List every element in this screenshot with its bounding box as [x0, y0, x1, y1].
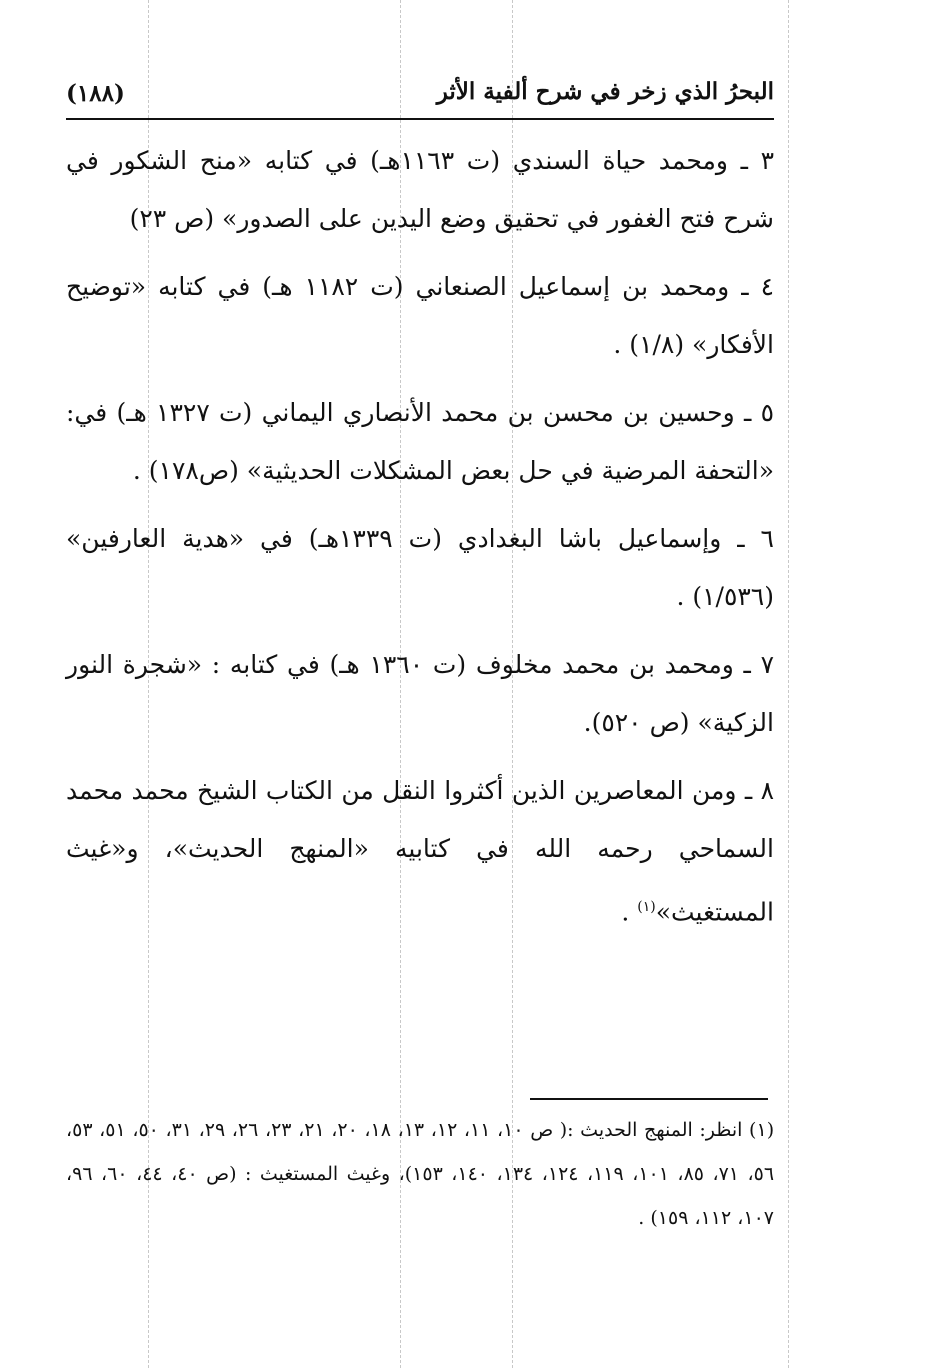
item-number: ٧ — [760, 650, 774, 679]
item-text: ـ ومحمد بن محمد مخلوف (ت ١٣٦٠ هـ) في كتابه : «شجرة النور الزكية» (ص ٥٢٠). — [66, 650, 774, 737]
scan-guide-line — [788, 0, 789, 1368]
footnote-text: (١) انظر: المنهج الحديث :( ص ١٠، ١١، ١٢، ١٣، ١٨، ٢٠، ٢١، ٢٣، ٢٦، ٢٩، ٣١، ٥٠، ٥١، ٥٣، ٥٦، ٧١، ٨٥، ١٠١، ١١٩، ١٢٤، ١٣٤، ١٤٠، ١٥٣)، وغيث المستغيث : (ص ٤٠، ٤٤، ٦٠، ٩٦، ١٠٧، ١١٢، ١٥٩) . — [66, 1119, 775, 1229]
main-text — [66, 132, 774, 951]
list-item — [66, 762, 774, 941]
item-number: ٥ — [760, 398, 774, 427]
footnote — [66, 1108, 774, 1240]
item-number: ٤ — [760, 272, 775, 301]
item-text: ـ وإسماعيل باشا البغدادي (ت ١٣٣٩هـ) في «هدية العارفين» (١/٥٣٦) . — [66, 524, 774, 611]
item-tail: . — [621, 897, 638, 927]
list-item — [66, 636, 774, 752]
list-item — [66, 510, 774, 626]
item-text: ـ ومحمد بن إسماعيل الصنعاني (ت ١١٨٢ هـ) في كتابه «توضيح الأفكار» (١/٨) . — [66, 272, 774, 359]
item-text: ـ ومن المعاصرين الذين أكثروا النقل من الكتاب الشيخ محمد محمد السماحي رحمه الله في كتابيه «المنهج الحديث»، و«غيث المستغيث» — [66, 776, 774, 927]
item-number: ٣ — [760, 146, 775, 175]
item-text: ـ ومحمد حياة السندي (ت ١١٦٣هـ) في كتابه «منح الشكور في شرح فتح الغفور في تحقيق وضع اليدين على الصدور» (ص ٢٣) — [66, 146, 774, 233]
list-item — [66, 132, 774, 248]
item-number: ٦ — [760, 524, 774, 553]
list-item — [66, 384, 774, 500]
footnote-reference[interactable]: (١) — [637, 899, 656, 915]
list-item — [66, 258, 774, 374]
item-number: ٨ — [760, 776, 774, 805]
running-header — [66, 72, 774, 116]
page-number: (١٨٨) — [66, 80, 125, 107]
item-text: ـ وحسين بن محسن بن محمد الأنصاري اليماني (ت ١٣٢٧ هـ) في: «التحفة المرضية في حل بعض المشكلات الحديثية» (ص١٧٨) . — [66, 398, 774, 485]
footnote-divider — [530, 1098, 768, 1100]
book-title: البحرُ الذي زخر في شرح ألفية الأثر — [436, 78, 774, 105]
header-divider — [66, 118, 774, 120]
